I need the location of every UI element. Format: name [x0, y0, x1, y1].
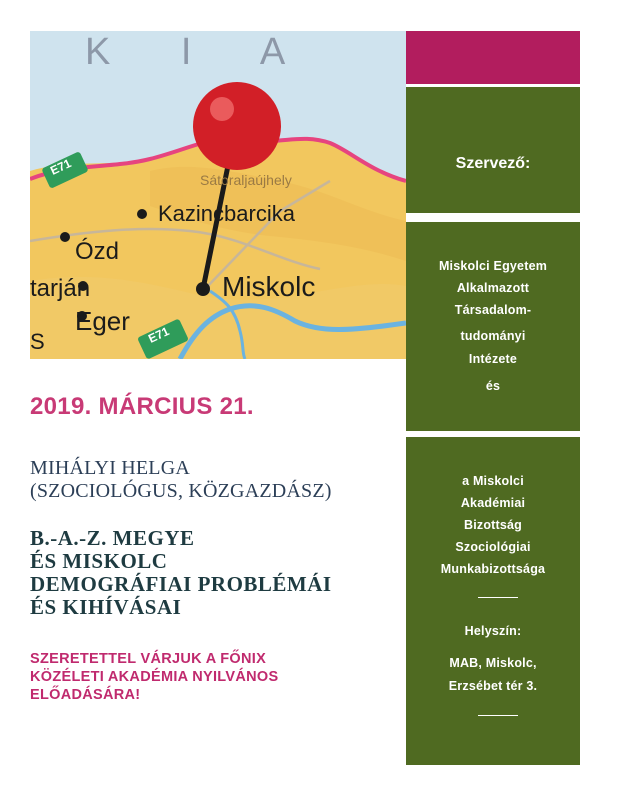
organizer-heading: Szervező: — [455, 155, 531, 172]
organizer-heading-box — [406, 87, 580, 213]
org2-line-3: Bizottság — [463, 518, 523, 532]
org1-line-4: tudományi — [460, 329, 526, 343]
invitation-line-1: SZERETETTEL VÁRJUK A FŐNIX — [30, 651, 267, 667]
org1-line-3: Társadalom- — [454, 303, 532, 317]
invitation-text — [30, 650, 278, 704]
organizer-university-box — [406, 222, 580, 431]
map-label-eger: Eger — [75, 306, 130, 336]
map-label-miskolc: Miskolc — [222, 271, 316, 302]
org1-line-5: Intézete — [468, 352, 518, 366]
header-accent-bar — [406, 31, 580, 84]
map-label-satoraljaujhely: Sátoraljaújhely — [200, 172, 292, 188]
org1-line-1: Miskolci Egyetem — [438, 259, 548, 273]
venue-line-1: MAB, Miskolc, — [449, 656, 537, 670]
invitation-line-2: KÖZÉLETI AKADÉMIA NYILVÁNOS — [30, 669, 279, 685]
org1-line-6: és — [485, 379, 501, 393]
org1-line-2: Alkalmazott — [456, 281, 530, 295]
org2-line-2: Akadémiai — [460, 496, 526, 510]
speaker-block — [30, 457, 332, 503]
map-label-s: S — [30, 329, 45, 354]
event-date: 2019. MÁRCIUS 21. — [30, 393, 254, 420]
map-image — [30, 31, 406, 359]
speaker-role: (SZOCIOLÓGUS, KÖZGAZDÁSZ) — [30, 480, 332, 502]
org2-line-4: Szociológiai — [455, 540, 531, 554]
org2-line-1: a Miskolci — [462, 474, 524, 488]
map-label-kazincbarcika: Kazincbarcika — [158, 201, 295, 226]
lecture-title-line-1: B.-A.-Z. MEGYE — [30, 526, 195, 550]
lecture-title-line-4: ÉS KIHÍVÁSAI — [30, 595, 182, 619]
divider-rule-1 — [478, 597, 518, 598]
speaker-name: MIHÁLYI HELGA — [30, 457, 191, 479]
divider-rule-2 — [478, 715, 518, 716]
lecture-title-line-2: ÉS MISKOLC — [30, 549, 168, 573]
lecture-title — [30, 527, 332, 619]
invitation-line-3: ELŐADÁSÁRA! — [30, 687, 141, 703]
venue-label: Helyszín: — [464, 624, 522, 638]
map-label-kia: K I A — [85, 31, 316, 73]
map-label-ozd: Ózd — [75, 238, 120, 265]
org2-line-5: Munkabizottsága — [440, 562, 546, 576]
organizer-academy-box — [406, 437, 580, 765]
map-label-e71-top: E71 — [48, 156, 74, 178]
map-label-e71-bottom: E71 — [146, 324, 172, 346]
lecture-title-line-3: DEMOGRÁFIAI PROBLÉMÁI — [30, 572, 332, 596]
venue-line-2: Erzsébet tér 3. — [448, 679, 538, 693]
map-label-tarjan: tarján — [30, 275, 91, 302]
